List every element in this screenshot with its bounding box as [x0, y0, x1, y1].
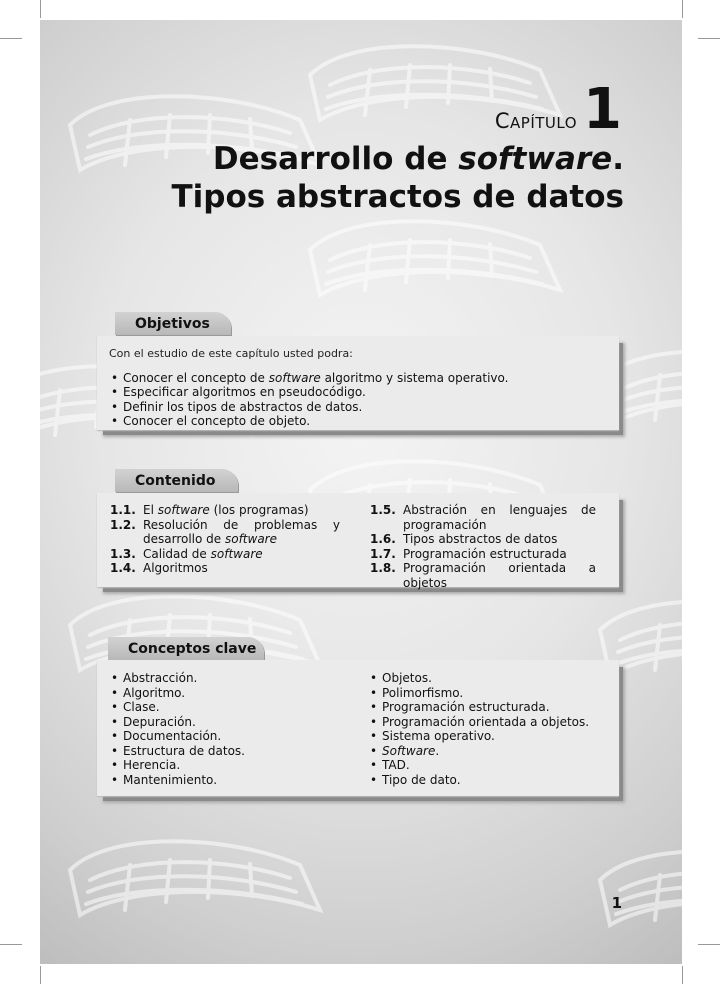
- contenido-heading: Contenido: [135, 473, 216, 489]
- toc-title: [403, 532, 596, 547]
- contenido-left-column: [110, 503, 340, 576]
- concepto-text: Tipo de dato.: [382, 772, 461, 787]
- crop-mark: [0, 944, 22, 945]
- crop-mark: [698, 38, 720, 39]
- toc-title-text: Tipos abstractos de datos: [403, 532, 558, 546]
- page-number: 1: [611, 894, 622, 912]
- toc-row: [110, 503, 340, 518]
- concepto-item: [109, 700, 349, 715]
- concepto-text: Abstracción.: [123, 671, 198, 685]
- crop-mark: [40, 966, 41, 984]
- contenido-tab: [115, 469, 238, 492]
- toc-title-text: Resolución de problemas y desarrollo de: [143, 517, 340, 546]
- objetivos-heading: Objetivos: [135, 316, 210, 332]
- conceptos-tab: [108, 637, 264, 660]
- toc-title: [143, 518, 340, 547]
- toc-row: [370, 503, 596, 532]
- toc-title-text: Programación orientada a objetos: [403, 561, 596, 590]
- toc-title-italic: software: [224, 532, 277, 546]
- concepto-item: [109, 773, 349, 788]
- toc-title-italic: software: [210, 546, 263, 561]
- toc-number: 1.2.: [110, 517, 136, 532]
- title-period: .: [612, 141, 624, 177]
- concepto-text: Herencia.: [123, 758, 181, 772]
- title-line-2: Tipos abstractos de datos: [171, 179, 624, 215]
- toc-row: [110, 518, 340, 547]
- toc-row: [110, 547, 340, 562]
- concepto-item: [109, 715, 349, 730]
- toc-row: [110, 561, 340, 576]
- crop-mark: [40, 0, 41, 18]
- toc-number: 1.7.: [370, 546, 396, 561]
- concepto-item: [368, 700, 608, 715]
- concepto-item: [109, 729, 349, 744]
- toc-title-text: Calidad de: [143, 546, 211, 561]
- toc-number: 1.4.: [110, 561, 136, 575]
- concepto-item: [368, 671, 608, 686]
- toc-title-text: Algoritmos: [143, 561, 208, 575]
- concepto-item: [368, 773, 608, 788]
- chapter-number: 1: [583, 77, 622, 142]
- concepto-text: Mantenimiento.: [123, 772, 218, 787]
- concepto-text: Polimorfismo.: [382, 685, 464, 700]
- objetivo-text: Especificar algoritmos en pseudocódigo.: [123, 385, 366, 399]
- toc-row: [370, 561, 596, 590]
- conceptos-right-column: [368, 671, 608, 787]
- toc-row: [370, 547, 596, 562]
- concepto-text: Clase.: [123, 700, 160, 714]
- concepto-item: [109, 744, 349, 759]
- toc-number: 1.5.: [370, 503, 396, 517]
- toc-title: [143, 503, 340, 518]
- objetivo-text-end: algoritmo y sistema operativo.: [320, 370, 509, 385]
- concepto-item: [368, 686, 608, 701]
- conceptos-left-column: [109, 671, 349, 787]
- crop-mark: [682, 0, 683, 18]
- contenido-right-column: [370, 503, 596, 590]
- concepto-item: [109, 758, 349, 773]
- toc-title-text: Programación estructurada: [403, 546, 567, 561]
- concepto-text-end: .: [435, 743, 440, 758]
- objetivos-tab: [115, 312, 231, 335]
- objetivo-text: Definir los tipos de abstractos de datos.: [123, 399, 363, 414]
- objetivo-text: Conocer el concepto de: [123, 370, 269, 385]
- contenido-box: [97, 493, 619, 590]
- toc-number: 1.1.: [110, 503, 136, 517]
- toc-title-text: Abstración en lenguajes de programación: [403, 503, 596, 532]
- concepto-text: Depuración.: [123, 714, 196, 729]
- toc-title-text: El: [143, 503, 158, 517]
- crop-mark: [0, 38, 22, 39]
- objetivos-list: [109, 371, 607, 429]
- crop-mark: [682, 966, 683, 984]
- concepto-italic: Software: [382, 743, 436, 758]
- toc-title: [143, 547, 340, 562]
- objetivos-intro: Con el estudio de este capítulo usted podra:: [109, 347, 353, 360]
- concepto-item: [109, 686, 349, 701]
- concepto-text: Sistema operativo.: [382, 729, 495, 743]
- objetivo-text: Conocer el concepto de objeto.: [123, 414, 311, 428]
- concepto-text: Programación estructurada.: [382, 700, 550, 714]
- concepto-item: [368, 758, 608, 773]
- objetivo-item: [109, 371, 607, 386]
- toc-number: 1.6.: [370, 532, 396, 546]
- title-text: Desarrollo de: [212, 141, 459, 177]
- concepto-item: [368, 715, 608, 730]
- chapter-title: [171, 140, 624, 216]
- title-italic: software: [458, 141, 613, 177]
- toc-title: [403, 503, 596, 532]
- crop-mark: [698, 944, 720, 945]
- objetivo-item: [109, 400, 607, 415]
- concepto-text: Programación orientada a objetos.: [382, 714, 590, 729]
- concepto-item: [368, 744, 608, 759]
- concepto-text: Estructura de datos.: [123, 743, 245, 758]
- toc-title-end: (los programas): [209, 503, 309, 517]
- toc-number: 1.8.: [370, 561, 396, 575]
- conceptos-box: [97, 660, 619, 796]
- concepto-item: [368, 729, 608, 744]
- chapter-label: Capítulo: [494, 109, 578, 133]
- concepto-text: Algoritmo.: [123, 685, 186, 700]
- concepto-item: [109, 671, 349, 686]
- toc-title: [403, 561, 596, 590]
- toc-title: [143, 561, 340, 576]
- toc-number: 1.3.: [110, 546, 136, 561]
- objetivo-item: [109, 414, 607, 429]
- concepto-text: Documentación.: [123, 729, 222, 743]
- objetivo-italic: software: [268, 370, 321, 385]
- chapter-heading: [494, 77, 622, 142]
- conceptos-heading: Conceptos clave: [128, 641, 257, 657]
- toc-title-italic: software: [157, 503, 210, 517]
- concepto-text: TAD.: [382, 758, 410, 772]
- objetivos-box: [97, 336, 619, 430]
- book-page: [40, 20, 682, 964]
- objetivo-item: [109, 385, 607, 400]
- toc-row: [370, 532, 596, 547]
- concepto-text: Objetos.: [382, 671, 432, 685]
- toc-title: [403, 547, 596, 562]
